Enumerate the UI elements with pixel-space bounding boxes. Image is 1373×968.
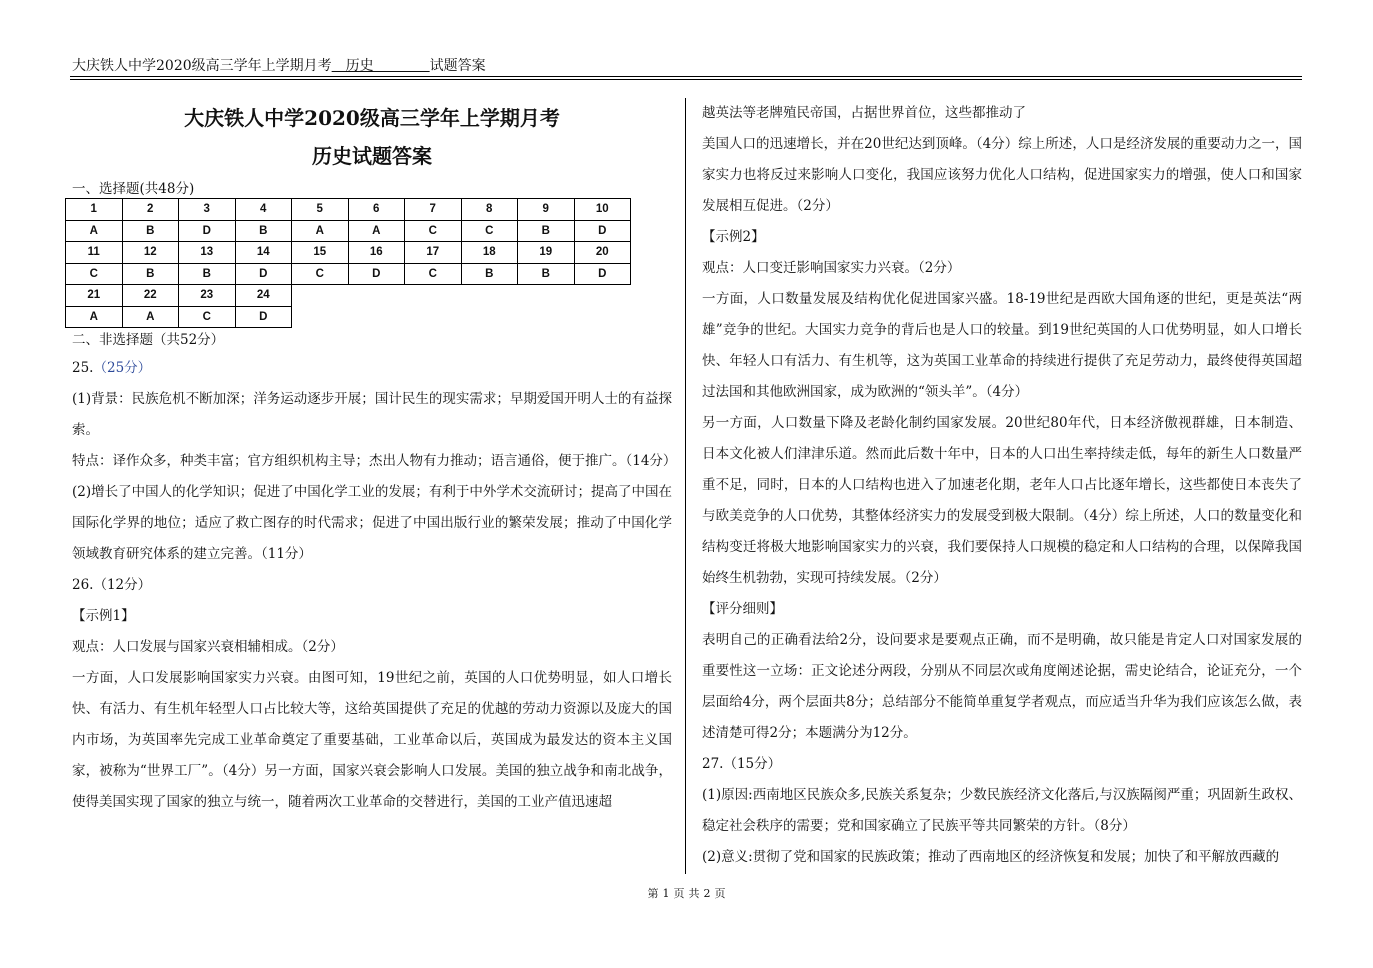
answer-cell: D <box>574 263 631 285</box>
total-pages: 2 <box>703 887 711 900</box>
q27-part2: (2)意义:贯彻了党和国家的民族政策；推动了西南地区的经济恢复和发展；加快了和平解放西藏的 <box>702 849 1280 865</box>
answer-cell: 5 <box>292 199 349 221</box>
answer-cell: 14 <box>235 242 292 264</box>
q25-features: 特点：译作众多，种类丰富；官方组织机构主导；杰出人物有力推动；语言通俗，便于推广。（14分） <box>72 453 677 469</box>
header-suffix: 试题答案 <box>429 58 486 74</box>
answer-cell: A <box>348 220 405 242</box>
page-number: 1 <box>662 887 670 900</box>
answer-cell: 22 <box>122 285 179 307</box>
answer-cell: 16 <box>348 242 405 264</box>
answer-cell: 11 <box>66 242 123 264</box>
answer-cell: D <box>574 220 631 242</box>
q26-example1-continued: 越英法等老牌殖民帝国，占据世界首位，这些都推动了 <box>702 105 1026 121</box>
header-subject: 历史 <box>331 58 430 74</box>
q27-part1: (1)原因:西南地区民族众多,民族关系复杂；少数民族经济文化落后,与汉族隔阂严重；巩固新生政权、稳定社会秩序的需要；党和国家确立了民族平等共同繁荣的方针。（8分） <box>702 787 1302 834</box>
answer-cell: A <box>122 306 179 328</box>
table-row <box>66 263 631 285</box>
answer-cell: C <box>405 263 462 285</box>
footer-word: 页 <box>714 887 726 900</box>
answer-cell: B <box>122 220 179 242</box>
answer-cell: 24 <box>235 285 292 307</box>
left-column <box>72 100 677 818</box>
footer-word: 共 <box>688 887 700 900</box>
q26-example1-conclusion: 美国人口的迅速增长，并在20世纪达到顶峰。（4分）综上所述，人口是经济发展的重要动力之一，国家实力也将反过来影响人口变化，我国应该努力优化人口结构，促进国家实力的增强，使人口和国家发展相互促进。（2分） <box>702 136 1302 214</box>
answer-cell: C <box>461 220 518 242</box>
section-1-label: 一、选择题(共48分) <box>72 181 195 197</box>
answer-cell: C <box>405 220 462 242</box>
q26-example2-body2: 另一方面，人口数量下降及老龄化制约国家发展。20世纪80年代，日本经济傲视群雄，日本制造、日本文化被人们津津乐道。然而此后数十年中，日本的人口出生率持续走低，每年的新生人口数量严重不足，同时，日本的人口结构也进入了加速老化期，老年人口占比逐年增长，这些都使日本丧失了与欧美竞争的人口优势，其整体经济实力的发展受到极大限制。（4分）综上所述，人口的数量变化和结构变迁将极大地影响国家实力的兴衰，我们要保持人口规模的稳定和人口结构的合理，以保障我国始终生机勃勃，实现可持续发展。（2分） <box>702 415 1302 586</box>
answer-cell: 1 <box>66 199 123 221</box>
page-header <box>72 56 1302 76</box>
answer-cell: 17 <box>405 242 462 264</box>
answer-cell: A <box>66 306 123 328</box>
answer-cell: B <box>122 263 179 285</box>
q26-example2-body1: 一方面，人口数量发展及结构优化促进国家兴盛。18-19世纪是西欧大国角逐的世纪，更是英法“两雄”竞争的世纪。大国实力竞争的背后也是人口的较量。到19世纪英国的人口优势明显，如人口增长快、年轻人口有活力、有生机等，这为英国工业革命的持续进行提供了充足劳动力，最终使得英国超过法国和其他欧洲国家，成为欧洲的“领头羊”。（4分） <box>702 291 1302 400</box>
table-row <box>66 306 631 328</box>
answer-cell: 21 <box>66 285 123 307</box>
header-rule-thin <box>70 79 1302 80</box>
answer-cell: B <box>179 263 236 285</box>
answer-cell: B <box>461 263 518 285</box>
page-footer <box>0 886 1373 902</box>
empty-cell <box>292 306 631 328</box>
answer-cell: C <box>292 263 349 285</box>
answer-cell: 3 <box>179 199 236 221</box>
q26-example1-body: 一方面，人口发展影响国家实力兴衰。由图可知，19世纪之前，英国的人口优势明显，如人口增长快、有活力、有生机年轻型人口占比较大等，这给英国提供了充足的优越的劳动力资源以及庞大的国内市场，为英国率先完成工业革命奠定了重要基础，工业革命以后，英国成为最发达的资本主义国家，被称为“世界工厂”。（4分）另一方面，国家兴衰会影响人口发展。美国的独立战争和南北战争，使得美国实现了国家的独立与统一，随着两次工业革命的交替进行，美国的工业产值迅速超 <box>72 670 672 810</box>
right-column <box>702 100 1302 873</box>
answer-cell: 7 <box>405 199 462 221</box>
answer-cell: 18 <box>461 242 518 264</box>
q25-score: （25分） <box>93 360 152 376</box>
q25-heading <box>72 353 672 384</box>
answer-cell: C <box>179 306 236 328</box>
q26-scoring-label: 【评分细则】 <box>702 601 783 617</box>
answer-cell: 6 <box>348 199 405 221</box>
table-row <box>66 285 631 307</box>
table-row <box>66 199 631 221</box>
q26-scoring-body: 表明自己的正确看法给2分，设问要求是要观点正确，而不是明确，故只能是肯定人口对国家发展的重要性这一立场：正文论述分两段，分别从不同层次或角度阐述论据，需史论结合，论证充分，一个层面给4分，两个层面共8分；总结部分不能简单重复学者观点，而应适当升华为我们应该怎么做，表述清楚可得2分；本题满分为12分。 <box>702 632 1302 741</box>
answer-cell: 20 <box>574 242 631 264</box>
q26-example1-label: 【示例1】 <box>72 608 135 624</box>
doc-title: 大庆铁人中学2020级高三学年上学期月考 <box>184 106 560 130</box>
q26-example1-view: 观点：人口发展与国家兴衰相辅相成。（2分） <box>72 639 344 655</box>
answer-cell: 9 <box>518 199 575 221</box>
answer-cell: B <box>235 220 292 242</box>
answer-cell: A <box>66 220 123 242</box>
answer-cell: D <box>179 220 236 242</box>
answer-cell: 12 <box>122 242 179 264</box>
answer-cell: D <box>348 263 405 285</box>
answer-cell: 8 <box>461 199 518 221</box>
answer-cell: 2 <box>122 199 179 221</box>
answer-cell: A <box>292 220 349 242</box>
header-prefix: 大庆铁人中学2020级高三学年上学期月考 <box>72 58 332 74</box>
answer-cell: 23 <box>179 285 236 307</box>
footer-word: 第 <box>647 887 659 900</box>
header-rule-thick <box>70 76 1302 77</box>
answer-cell: B <box>518 220 575 242</box>
footer-word: 页 <box>673 887 685 900</box>
answer-cell: 19 <box>518 242 575 264</box>
empty-cell <box>292 285 631 307</box>
answer-cell: B <box>518 263 575 285</box>
section-2-label: 二、非选择题（共52分） <box>72 332 225 348</box>
answer-cell: C <box>66 263 123 285</box>
answer-cell: D <box>235 263 292 285</box>
q26-heading: 26.（12分） <box>72 577 152 593</box>
doc-subtitle: 历史试题答案 <box>312 144 432 168</box>
q26-example2-label: 【示例2】 <box>702 229 765 245</box>
answer-cell: D <box>235 306 292 328</box>
answer-table <box>65 198 631 328</box>
table-row <box>66 220 631 242</box>
answer-cell: 10 <box>574 199 631 221</box>
column-divider <box>685 98 686 874</box>
table-row <box>66 242 631 264</box>
q25-number: 25. <box>72 360 94 376</box>
q25-part1: (1)背景：民族危机不断加深；洋务运动逐步开展；国计民生的现实需求；早期爱国开明人士的有益探索。 <box>72 391 672 438</box>
q27-heading: 27.（15分） <box>702 756 782 772</box>
q26-example2-view: 观点：人口变迁影响国家实力兴衰。（2分） <box>702 260 961 276</box>
answer-cell: 13 <box>179 242 236 264</box>
answer-cell: 15 <box>292 242 349 264</box>
answer-cell: 4 <box>235 199 292 221</box>
q25-part2: (2)增长了中国人的化学知识；促进了中国化学工业的发展；有利于中外学术交流研讨；提高了中国在国际化学界的地位；适应了救亡图存的时代需求；促进了中国出版行业的繁荣发展；推动了中国化学领域教育研究体系的建立完善。（11分） <box>72 484 672 562</box>
